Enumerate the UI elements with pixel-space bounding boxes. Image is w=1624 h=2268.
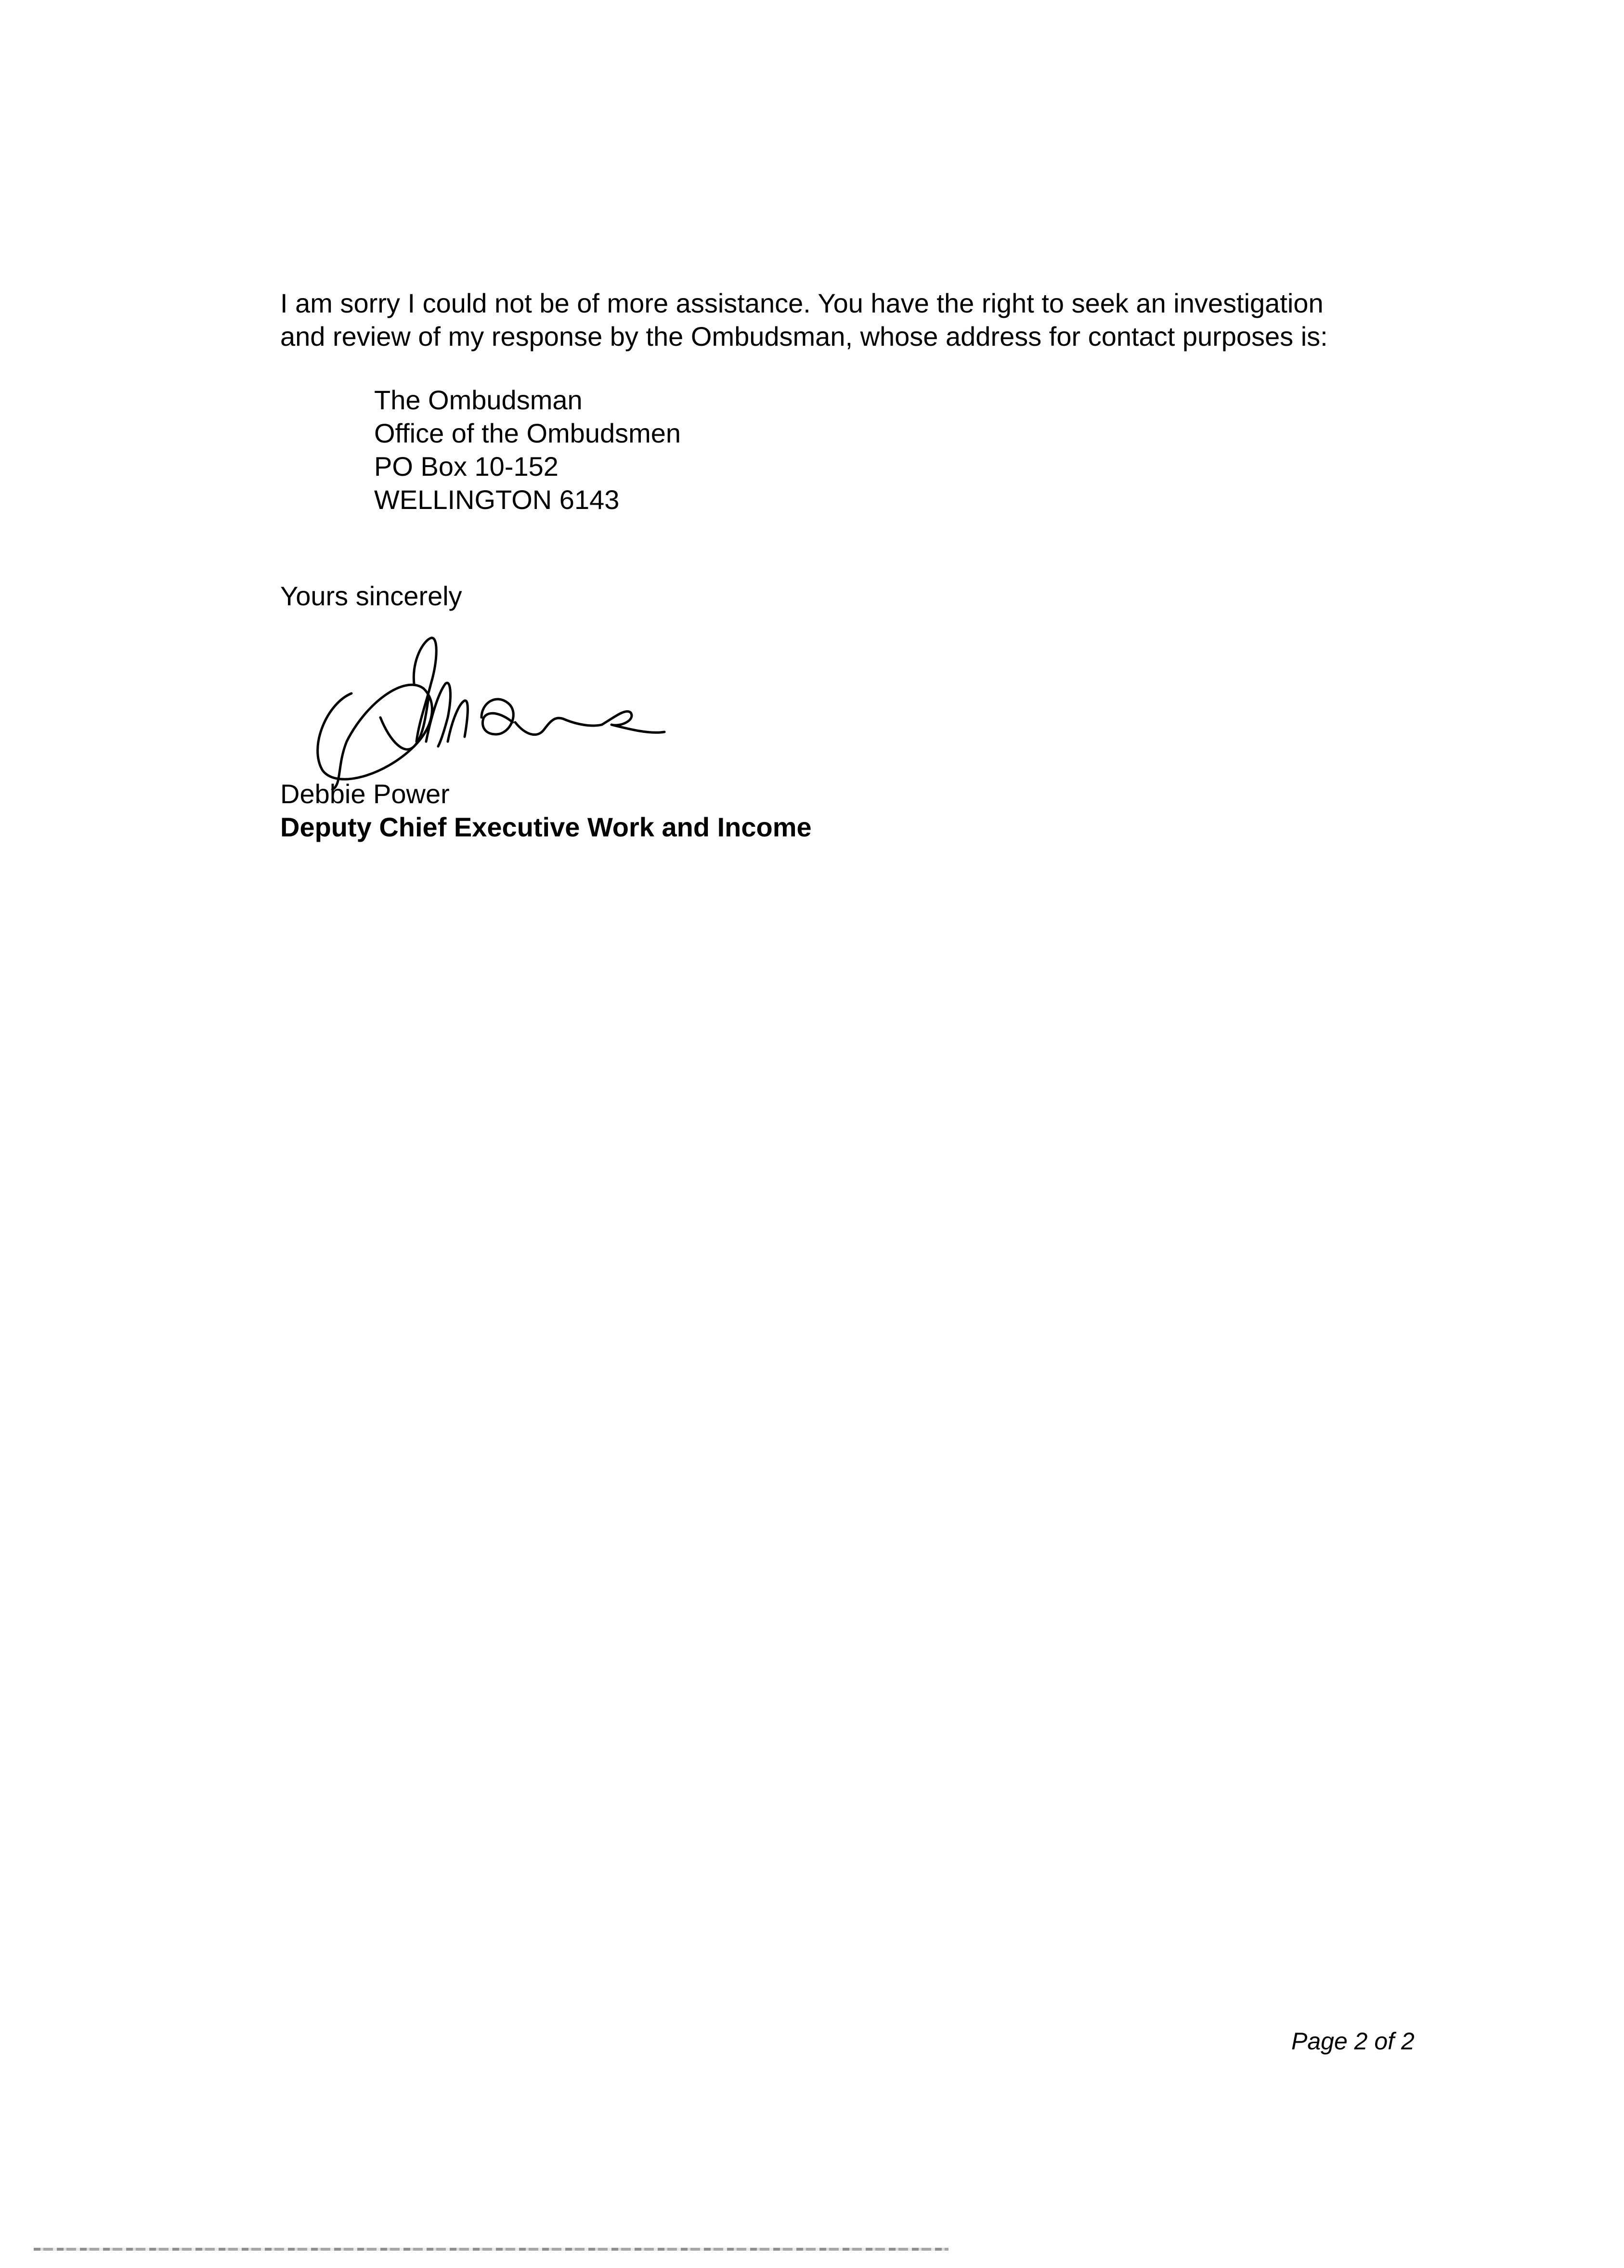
address-line: The Ombudsman <box>374 385 583 415</box>
signer-name: Debbie Power <box>280 779 450 809</box>
page-number: Page 2 of 2 <box>1291 2028 1415 2055</box>
body-paragraph-line: and review of my response by the Ombudsman, whose address for contact purposes is: <box>280 321 1328 352</box>
scan-artifact-line <box>34 2248 948 2251</box>
address-line: WELLINGTON 6143 <box>374 484 620 515</box>
closing-salutation: Yours sincerely <box>280 581 462 611</box>
address-line: PO Box 10-152 <box>374 451 559 482</box>
body-paragraph-line: I am sorry I could not be of more assistance. You have the right to seek an investigation <box>280 288 1324 318</box>
handwritten-signature <box>294 631 679 790</box>
address-line: Office of the Ombudsmen <box>374 418 681 448</box>
signer-title: Deputy Chief Executive Work and Income <box>280 812 812 842</box>
ombudsman-address <box>374 383 681 516</box>
